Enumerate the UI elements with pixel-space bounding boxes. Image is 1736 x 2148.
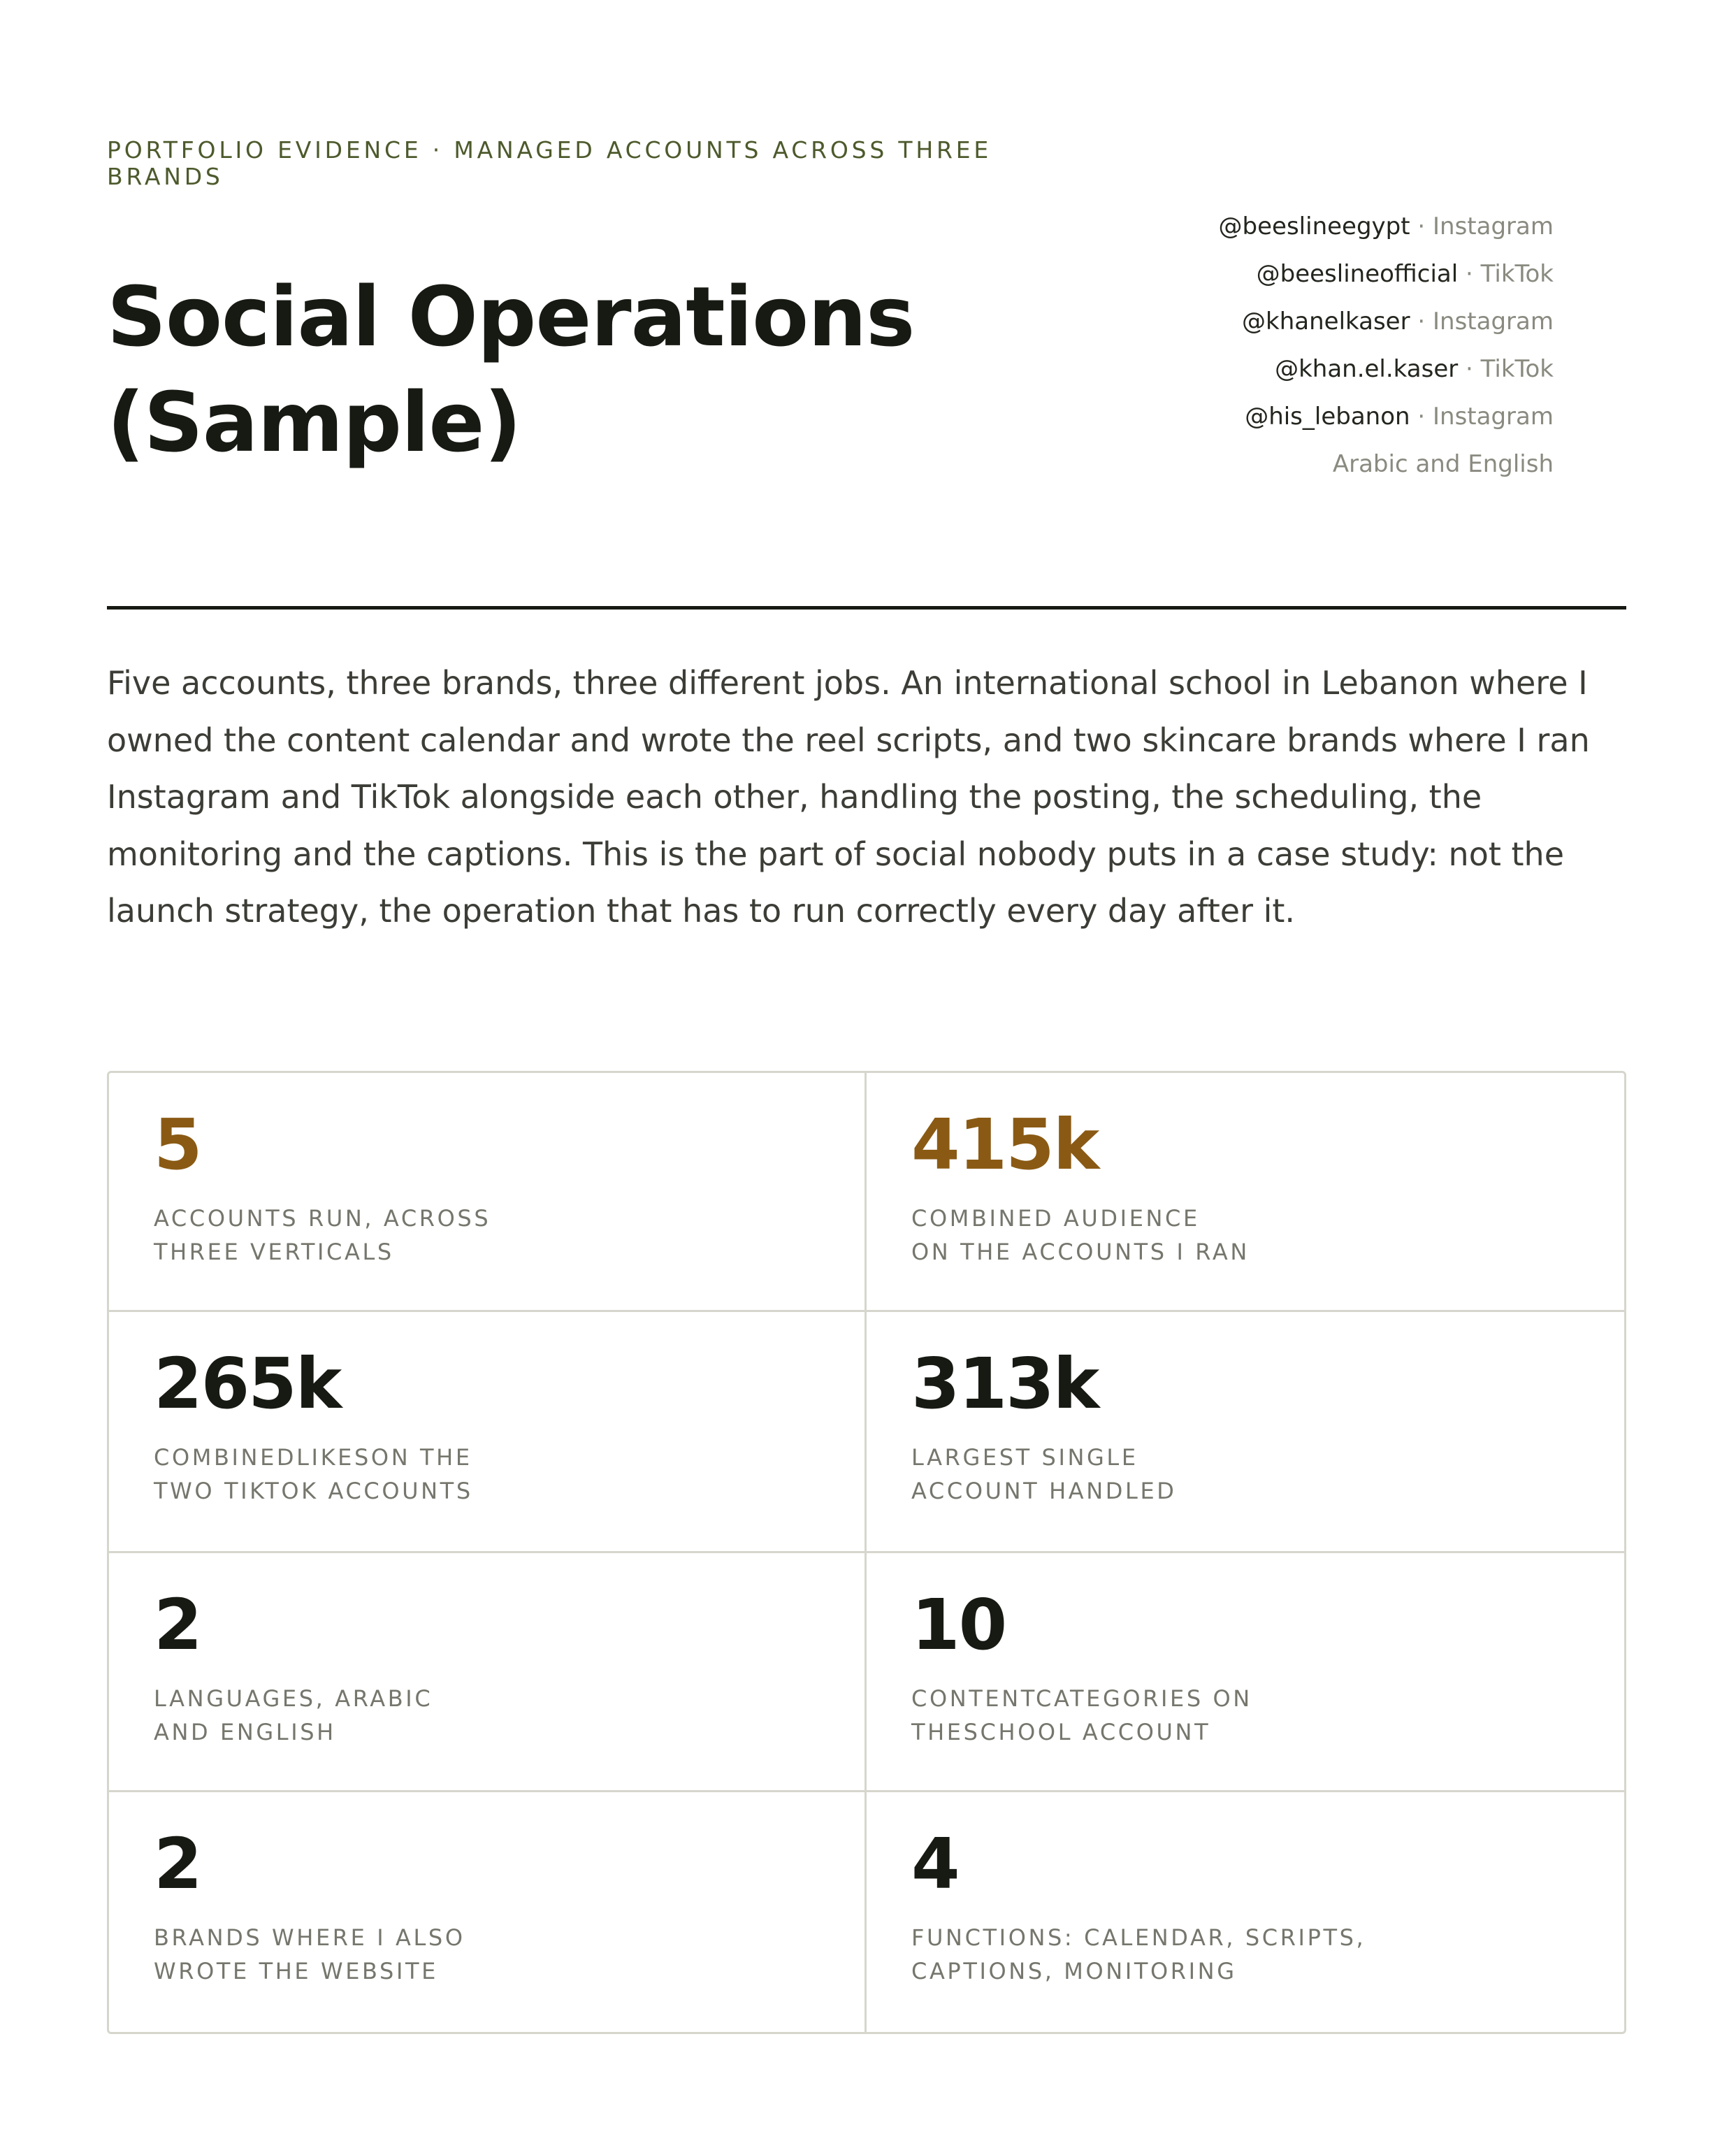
account-platform: TikTok: [1480, 260, 1554, 288]
stat-label-line: THREE VERTICALS: [154, 1239, 394, 1265]
stat-label: [154, 1441, 643, 1508]
account-entry: [1064, 298, 1554, 345]
title-line-2: (Sample): [107, 374, 521, 470]
stat-value: 313k: [911, 1343, 1099, 1425]
stat-label-line: COMBINED AUDIENCE: [911, 1205, 1200, 1232]
separator-dot: ·: [1410, 308, 1433, 336]
account-platform: Instagram: [1433, 212, 1554, 240]
account-entry: [1064, 393, 1554, 440]
stat-card: [867, 1792, 1624, 2032]
account-platform: TikTok: [1480, 355, 1554, 383]
stat-label: [154, 1682, 643, 1749]
stat-label-line: CONTENTCATEGORIES ON: [911, 1685, 1252, 1712]
account-handle: @khan.el.kaser: [1275, 355, 1459, 383]
stat-value: 2: [154, 1823, 201, 1905]
stat-label-line: CAPTIONS, MONITORING: [911, 1958, 1237, 1984]
stat-value: 4: [911, 1823, 959, 1905]
account-entry: [1064, 345, 1554, 393]
eyebrow-label: PORTFOLIO EVIDENCE · MANAGED ACCOUNTS ACROSS THREE BRANDS: [107, 136, 992, 190]
stat-label: [911, 1682, 1401, 1749]
stat-card: [109, 1312, 867, 1553]
section-divider: [107, 606, 1626, 610]
account-entry: [1064, 203, 1554, 250]
stat-card: [109, 1792, 867, 2032]
stats-grid: [107, 1071, 1626, 2034]
account-handle: @beeslineofficial: [1256, 260, 1459, 288]
title-line-1: Social Operations: [107, 268, 915, 365]
intro-paragraph: Five accounts, three brands, three different jobs. An international school in Lebanon where I owned the content calendar and wrote the reel scripts, and two skincare brands where I ran Instagram and TikTok alongside each other, handling the posting, the scheduling, the monitoring and the captions. This is the part of social nobody puts in a case study: not the launch strategy, the operation that has to run correctly every day after it.: [107, 664, 1590, 930]
stat-label-line: BRANDS WHERE I ALSO: [154, 1924, 465, 1951]
account-handle: @beeslineegypt: [1218, 212, 1410, 240]
stat-value: 265k: [154, 1343, 341, 1425]
stat-label: [911, 1202, 1401, 1269]
stat-label: [911, 1441, 1401, 1508]
stat-label: [911, 1921, 1401, 1988]
stat-card: [867, 1073, 1624, 1312]
stat-label-line: TWO TIKTOK ACCOUNTS: [154, 1478, 473, 1504]
separator-dot: ·: [1410, 403, 1433, 431]
stat-label-line: LANGUAGES, ARABIC: [154, 1685, 433, 1712]
stat-card: [867, 1553, 1624, 1792]
stat-value: 2: [154, 1584, 201, 1666]
stat-label-line: THESCHOOL ACCOUNT: [911, 1719, 1211, 1745]
separator-dot: ·: [1458, 355, 1481, 383]
separator-dot: ·: [1410, 212, 1433, 240]
stat-label-line: WROTE THE WEBSITE: [154, 1958, 438, 1984]
stat-card: [867, 1312, 1624, 1553]
separator-dot: ·: [1458, 260, 1481, 288]
account-handle: @khanelkaser: [1242, 308, 1410, 336]
stat-card: [109, 1553, 867, 1792]
account-platform: Instagram: [1433, 308, 1554, 336]
stat-label: [154, 1202, 643, 1269]
stat-label-line: LARGEST SINGLE: [911, 1444, 1138, 1471]
stat-label-line: COMBINEDLIKESON THE: [154, 1444, 472, 1471]
languages-note: Arabic and English: [1332, 450, 1554, 478]
stat-label-line: ACCOUNTS RUN, ACROSS: [154, 1205, 491, 1232]
account-platform: Instagram: [1433, 403, 1554, 431]
stat-card: [109, 1073, 867, 1312]
page-title: [107, 264, 1120, 475]
account-list: [1064, 203, 1554, 488]
stat-label-line: AND ENGLISH: [154, 1719, 336, 1745]
stat-label-line: ON THE ACCOUNTS I RAN: [911, 1239, 1250, 1265]
stat-value: 10: [911, 1584, 1006, 1666]
stat-label-line: ACCOUNT HANDLED: [911, 1478, 1177, 1504]
stat-label-line: FUNCTIONS: CALENDAR, SCRIPTS,: [911, 1924, 1366, 1951]
stat-label: [154, 1921, 643, 1988]
stat-value: 415k: [911, 1104, 1099, 1185]
stat-value: 5: [154, 1104, 201, 1185]
account-entry: [1064, 250, 1554, 298]
account-handle: @his_lebanon: [1245, 403, 1410, 431]
